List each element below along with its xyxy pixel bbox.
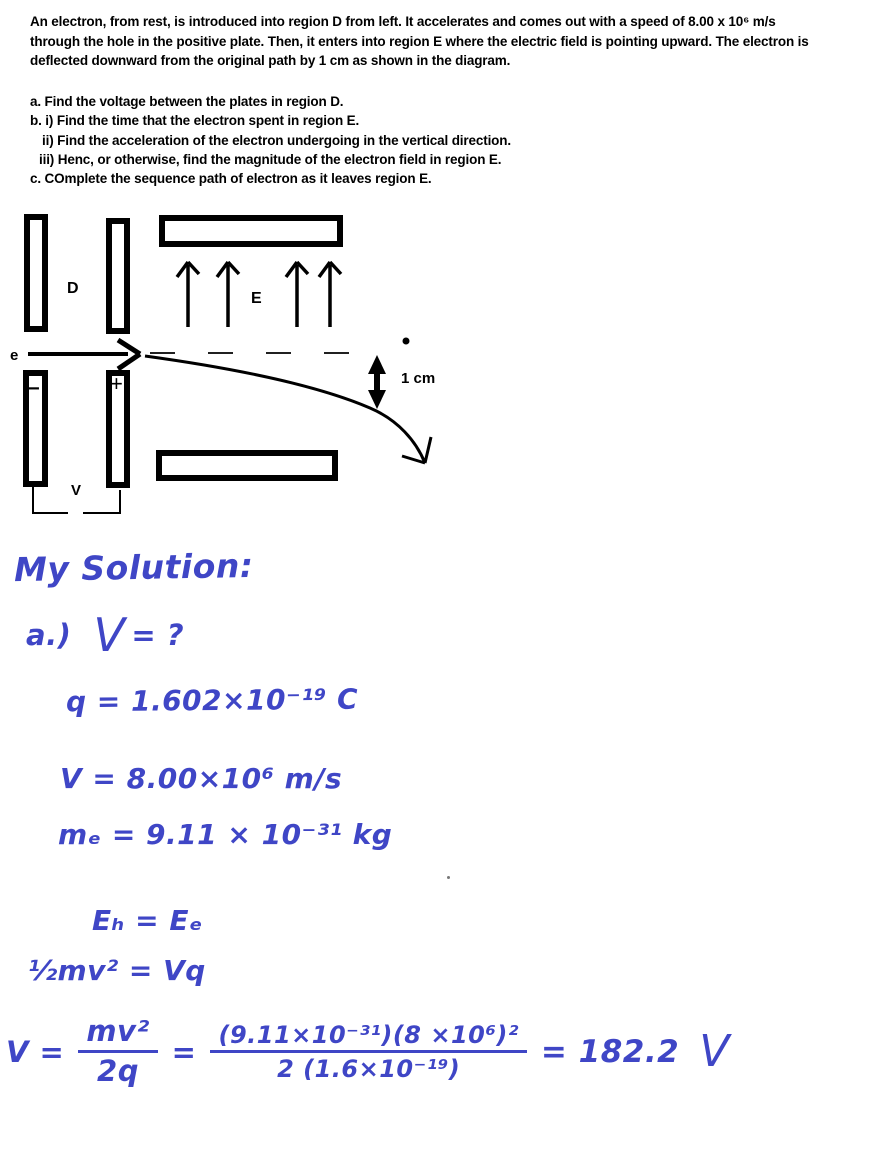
part-a-question: = ? — [131, 618, 185, 652]
numeric-fraction — [210, 1022, 526, 1083]
plate-d-right — [109, 221, 127, 331]
kinetic-equation: ½mv² = Vq — [28, 954, 206, 987]
minus-sign: − — [28, 378, 40, 400]
question-b-iii: iii) Henc, or otherwise, find the magnitude of the electron field in region E. — [39, 151, 502, 167]
question-b-i: b. i) Find the time that the electron spent in region E. — [30, 113, 360, 129]
stray-mark — [447, 876, 450, 879]
problem-line: An electron, from rest, is introduced into region D from left. It accelerates and comes out with a speed of 8.00 x 10⁶ m/s — [30, 14, 776, 29]
fraction-denominator: 2q — [97, 1053, 139, 1088]
final-result: = 182.2 — [540, 1033, 680, 1070]
question-a: a. Find the voltage between the plates in region D. — [30, 94, 344, 109]
plate-e-bottom — [159, 453, 335, 478]
fraction-denominator: 2 (1.6×10⁻¹⁹) — [277, 1054, 461, 1083]
trajectory-curve — [145, 356, 431, 463]
electron-label: e — [10, 347, 19, 364]
voltage-label: V — [71, 482, 82, 499]
given-charge: q = 1.602×10⁻¹⁹ C — [65, 682, 359, 719]
question-list — [30, 92, 870, 188]
equals-sign: = — [171, 1034, 197, 1069]
given-velocity: V = 8.00×10⁶ m/s — [60, 762, 343, 795]
symbolic-fraction — [78, 1016, 157, 1088]
problem-line: through the hole in the positive plate. Then, it enters into region E where the electric field is pointing upward. The electron is — [30, 33, 809, 49]
fraction-numerator: (9.11×10⁻³¹)(8 ×10⁶)² — [210, 1022, 526, 1053]
solution-title: My Solution: — [13, 545, 254, 590]
deflection-label: 1 cm — [401, 370, 436, 387]
final-lhs: V = — [6, 1034, 65, 1069]
physics-diagram — [0, 197, 460, 537]
problem-line: deflected downward from the original path by 1 cm as shown in the diagram. — [30, 53, 511, 68]
given-mass: mₑ = 9.11 × 10⁻³¹ kg — [58, 818, 393, 851]
final-calculation — [6, 1016, 730, 1088]
part-a-label: a.) — [26, 618, 72, 652]
electron-arrow — [28, 340, 140, 369]
deflection-arrow — [368, 355, 386, 409]
plus-sign: + — [110, 371, 123, 396]
plate-e-top — [162, 218, 340, 244]
region-d-label: D — [67, 280, 79, 297]
result-unit: V — [699, 1026, 730, 1078]
part-a-variable: V — [93, 608, 126, 662]
energy-equation: Eₕ = Eₑ — [92, 904, 203, 937]
question-c: c. COmplete the sequence path of electron as it leaves region E. — [30, 171, 432, 187]
region-e-label: E — [251, 290, 262, 307]
reference-dot — [403, 338, 410, 345]
question-b-ii: ii) Find the acceleration of the electron undergoing in the vertical direction. — [42, 132, 511, 148]
fraction-numerator: mv² — [78, 1016, 157, 1053]
problem-statement — [30, 12, 880, 71]
solution-part-a — [26, 608, 184, 662]
plate-d-left — [27, 217, 45, 329]
